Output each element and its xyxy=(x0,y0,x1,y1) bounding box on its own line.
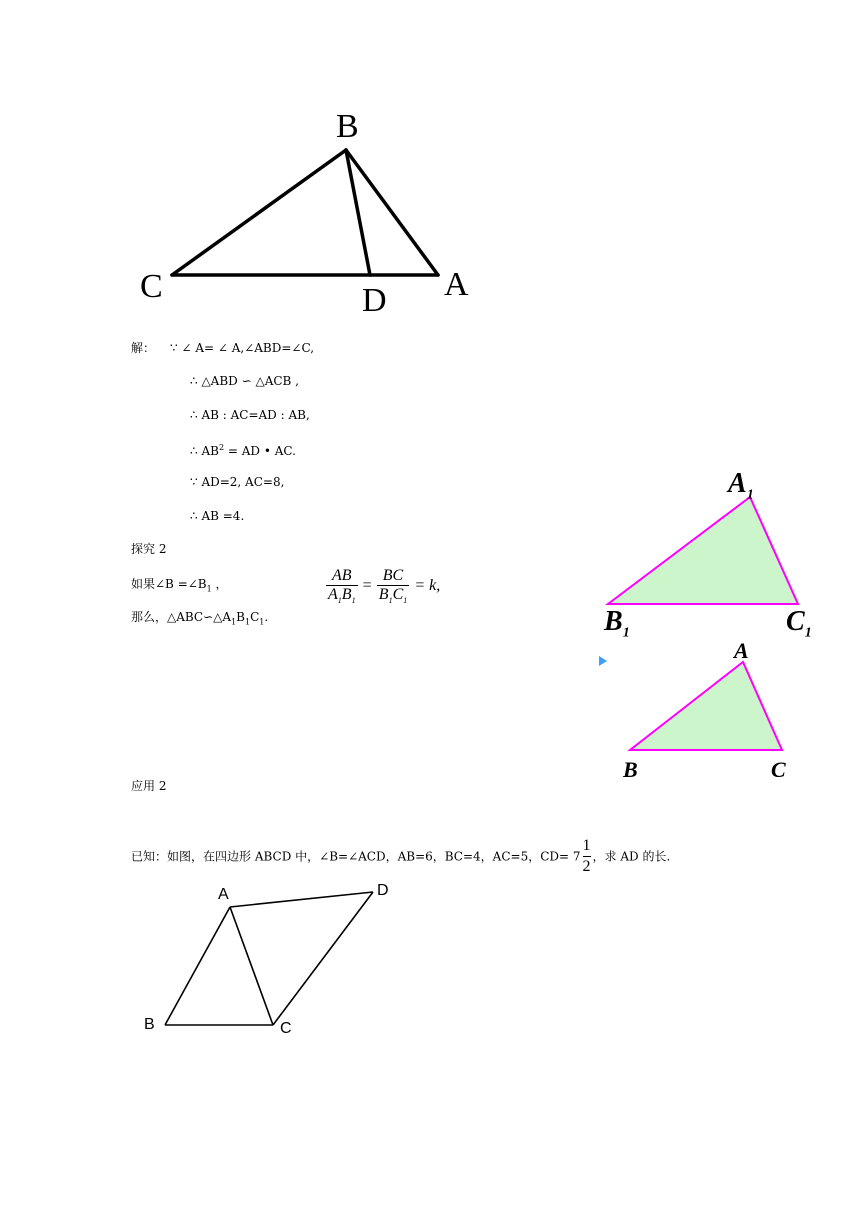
figure3-label-a: A xyxy=(218,886,229,903)
figure2-label-c1: $C_1$ xyxy=(786,606,812,641)
figure3-label-c: C xyxy=(280,1020,292,1037)
fraction-one-half: $\frac{1}{2}$ xyxy=(582,837,591,875)
figure3-label-d: D xyxy=(377,882,389,899)
figure1-label-d: D xyxy=(362,282,387,319)
figure2-label-c: C xyxy=(771,757,786,782)
figure1-label-c: C xyxy=(140,268,163,305)
figure-quadrilateral-abcd xyxy=(140,880,410,1050)
fraction-ab-over-a1b1: $\frac{AB}{A_1B_1}$ xyxy=(328,567,356,606)
figure2-label-a1: $A_1$ xyxy=(728,468,754,503)
application-2-title: 应用 2 xyxy=(131,779,167,793)
solution-line-1: ∵ ∠ A= ∠ A,∠ABD=∠C, xyxy=(170,341,315,355)
figure3-label-b: B xyxy=(144,1016,155,1033)
figure-triangle-abd xyxy=(130,105,490,330)
application-2-problem: 已知：如图，在四边形 ABCD 中，∠B=∠ACD，AB=6，BC=4，AC=5，CD= 7 $\frac{1}{2}$ ，求 AD 的长. xyxy=(131,837,671,875)
figure1-label-b: B xyxy=(336,108,359,145)
explore-2-title: 探究 2 xyxy=(131,542,167,556)
explore-2-conclusion: 那么，$\triangle ABC∽\triangle A_1B_1C_1$. xyxy=(131,610,269,627)
solution-label: 解： xyxy=(131,341,156,355)
fraction-bc-over-b1c1: $\frac{BC}{B_1C_1}$ xyxy=(378,567,408,606)
figure2-label-a: A xyxy=(734,638,749,663)
figure2-label-b: B xyxy=(623,757,638,782)
explore-2-condition: 如果∠B $=\angle B_1$ ， xyxy=(131,577,228,594)
figure1-label-a: A xyxy=(444,266,469,303)
solution-line-6: ∴ AB =4. xyxy=(190,509,245,523)
figure2-label-b1: $B_1$ xyxy=(604,606,630,641)
solution-line-2: ∴ △ABD ∽ △ACB , xyxy=(190,374,299,388)
solution-line-3: ∴ AB : AC=AD : AB, xyxy=(190,408,310,422)
solution-line-4: ∴ $AB^2$ = AD • AC. xyxy=(190,443,296,458)
ratio-formula: $\frac{AB}{A_1B_1}$ = $\frac{BC}{B_1C_1}$ = k, xyxy=(328,567,441,606)
solution-line-5: ∵ AD=2, AC=8, xyxy=(190,475,285,489)
